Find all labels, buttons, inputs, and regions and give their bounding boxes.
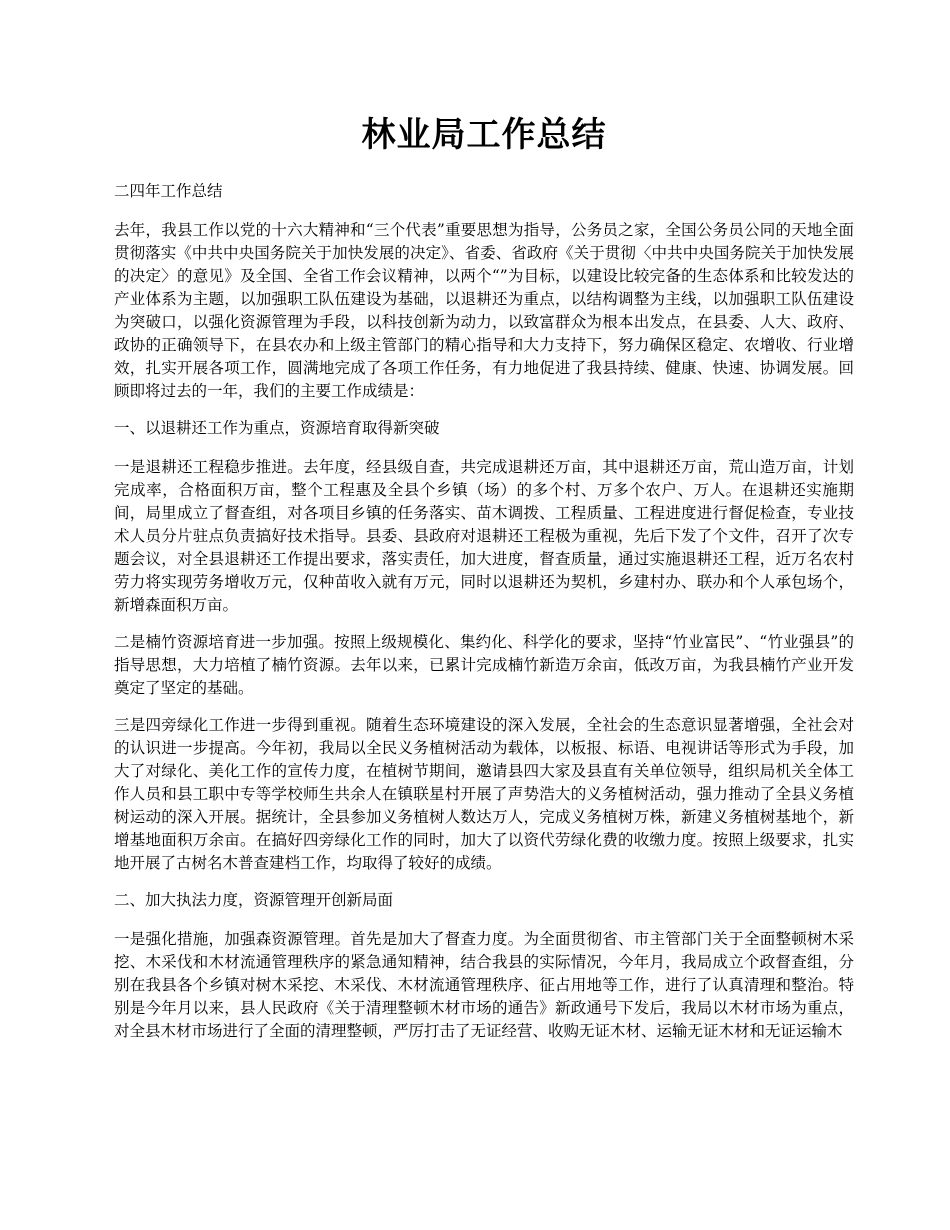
paragraph-greening: 三是四旁绿化工作进一步得到重视。随着生态环境建设的深入发展，全社会的生态意识显著增强，全社会对的认识进一步提高。今年初，我局以全民义务植树活动为载体，以板报、标语、电视讲话等形式为手段，加大了对绿化、美化工作的宣传力度，在植树节期间，邀请县四大家及县直有关单位领导，组织局机关全体工作人员和县工职中专等学校师生共余人在镇联星村开展了声势浩大的义务植树活动，强力推动了全县义务植树运动的深入开展。据统计，全县参加义务植树人数达万人，完成义务植树万株，新建义务植树基地个，新增基地面积万余亩。在搞好四旁绿化工作的同时，加大了以资代劳绿化费的收缴力度。按照上级要求，扎实地开展了古树名木普查建档工作，均取得了较好的成绩。 [114,716,854,872]
document-subtitle: 二四年工作总结 [114,182,223,200]
paragraph-enforcement: 一是强化措施，加强森资源管理。首先是加大了督查力度。为全面贯彻省、市主管部门关于全面整顿树木采挖、木采伐和木材流通管理秩序的紧急通知精神，结合我县的实际情况，今年月，我局成立个政督查组，分别在我县各个乡镇对树木采挖、木采伐、木材流通管理秩序、征占用地等工作，进行了认真清理和整治。特别是今年月以来，县人民政府《关于清理整顿木材市场的通告》新政通号下发后，我局以木材市场为重点，对全县木材市场进行了全面的清理整顿，严厉打击了无证经营、收购无证木材、运输无证木材和无证运输木 [114,930,854,1040]
paragraph-bamboo: 二是楠竹资源培育进一步加强。按照上级规模化、集约化、科学化的要求，坚持“竹业富民”、“竹业强县”的指导思想，大力培植了楠竹资源。去年以来，已累计完成楠竹新造万余亩，低改万亩，为我县楠竹产业开发奠定了坚定的基础。 [114,633,854,697]
section-heading-1: 一、以退耕还工作为重点，资源培育取得新突破 [114,419,440,437]
paragraph-reforestation: 一是退耕还工程稳步推进。去年度，经县级自查，共完成退耕还万亩，其中退耕还万亩，荒山造万亩，计划完成率，合格面积万亩，整个工程惠及全县个乡镇（场）的多个村、万多个农户、万人。在退耕还实施期间，局里成立了督查组，对各项目乡镇的任务落实、苗木调拨、工程质量、工程进度进行督促检查，专业技术人员分片驻点负责搞好技术指导。县委、县政府对退耕还工程极为重视，先后下发了个文件，召开了次专题会议，对全县退耕还工作提出要求，落实责任，加大进度，督查质量，通过实施退耕还工程，近万名农村劳力将实现劳务增收万元，仅种苗收入就有万元，同时以退耕还为契机，乡建村办、联办和个人承包场个，新增森面积万亩。 [114,458,854,614]
document-page [114,110,854,1057]
section-heading-2: 二、加大执法力度，资源管理开创新局面 [114,891,394,909]
paragraph-intro: 去年，我县工作以党的十六大精神和“三个代表”重要思想为指导，公务员之家，全国公务员公同的天地全面贯彻落实《中共中央国务院关于加快发展的决定》、省委、省政府《关于贯彻〈中共中央国务院关于加快发展的决定〉的意见》及全国、全省工作会议精神，以两个“”为目标，以建设比较完备的生态体系和比较发达的产业体系为主题，以加强职工队伍建设为基础，以退耕还为重点，以结构调整为主线，以加强职工队伍建设为突破口，以强化资源管理为手段，以科技创新为动力，以致富群众为根本出发点，在县委、人大、政府、政协的正确领导下，在县农办和上级主管部门的精心指导和大力支持下，努力确保区稳定、农增收、行业增效，扎实开展各项工作，圆满地完成了各项工作任务，有力地促进了我县持续、健康、快速、协调发展。回顾即将过去的一年，我们的主要工作成绩是： [114,221,854,400]
document-title: 林业局工作总结 [361,115,607,155]
